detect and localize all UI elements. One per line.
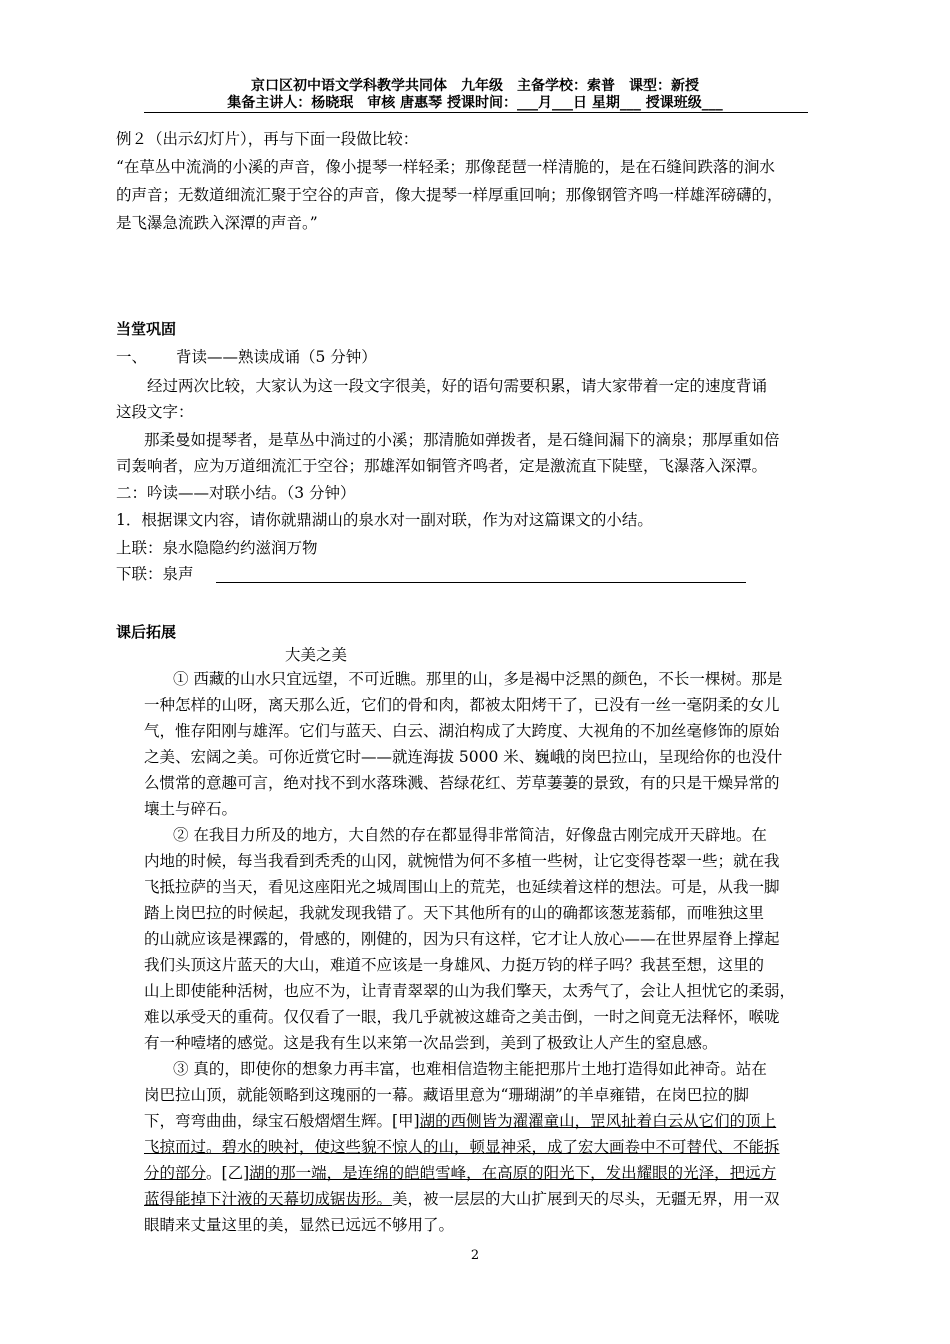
underlined-sentence-jia: 分的部分 [144, 1164, 207, 1182]
underlined-sentence-yi: 湖的那一端，是连绵的皑皑雪峰，在高原的阳光下，发出耀眼的光泽，把远方 [249, 1164, 777, 1182]
plain-text: 美，被一层层的大山扩展到天的尽头，无疆无界，用一双 [392, 1190, 780, 1208]
example-intro: 例２（出示幻灯片），再与下面一段做比较： [116, 130, 419, 148]
article-line: 眼睛来丈量这里的美，显然已远远不够用了。 [144, 1216, 455, 1234]
question-1: 1．根据课文内容，请你就鼎湖山的泉水对一副对联，作为对这篇课文的小结。 [116, 511, 653, 529]
page-number: 2 [470, 1248, 480, 1263]
underlined-sentence-yi: 蓝得能掉下汁液的天幕切成锯齿形。 [144, 1190, 393, 1208]
article-line: ① 西藏的山水只宜远望，不可近瞧。那里的山，多是褐中泛黑的颜色，不长一棵树。那是 [173, 670, 783, 688]
article-line: 的山就应该是裸露的，骨感的，刚健的，因为只有这样，它才让人放心——在世界屋脊上撑起 [144, 930, 780, 948]
paragraph-line: 这段文字： [116, 403, 194, 421]
section-title-extension: 课后拓展 [116, 623, 177, 641]
article-line: 么惯常的意趣可言，绝对找不到水落珠溅、苔绿花红、芳草萋萋的景致，有的只是干燥异常的 [144, 774, 780, 792]
paragraph-line: 经过两次比较，大家认为这一段文字很美，好的语句需要积累，请大家带着一定的速度背诵 [147, 377, 768, 395]
article-line: 岗巴拉山顶，就能领略到这瑰丽的一幕。藏语里意为“珊瑚湖”的羊卓雍错，在岗巴拉的脚 [144, 1086, 749, 1104]
example-quote-line: 是飞瀑急流跌入深潭的声音。” [116, 214, 318, 232]
article-line: 山上即使能种活树，也应不为，让青青翠翠的山为我们擎天，太秀气了，会让人担忧它的柔弱， [144, 982, 796, 1000]
header-rule [144, 112, 808, 113]
plain-text: 。[乙] [206, 1164, 250, 1182]
article-line: 之美、宏阔之美。可你近赏它时——就连海拔 5000 米、巍峨的岗巴拉山，呈现给你的也没什 [144, 748, 783, 766]
example-quote-line: 的声音；无数道细流汇聚于空谷的声音，像大提琴一样厚重回响；那像钢管齐鸣一样雄浑磅礴的， [116, 186, 783, 204]
article-line: 我们头顶这片蓝天的大山，难道不应该是一身雄风、力挺万钧的样子吗？我甚至想，这里的 [144, 956, 765, 974]
section-title-consolidation: 当堂巩固 [116, 320, 177, 338]
article-line: 气，惟存阳刚与雄浑。它们与蓝天、白云、湖泊构成了大跨度、大视角的不加丝毫修饰的原始 [144, 722, 780, 740]
paragraph-line: 司轰响者，应为万道细流汇于空谷；那雄浑如铜管齐鸣者，定是激流直下陡壁，飞瀑落入深潭。 [116, 457, 768, 475]
article-line: 一种怎样的山呀，离天那么近，它们的骨和肉，都被太阳烤干了，已没有一丝一毫阴柔的女儿 [144, 696, 780, 714]
article-line [144, 1135, 844, 1160]
item-2: 二：吟读——对联小结。（3 分钟） [116, 484, 356, 502]
article-line: 难以承受天的重荷。仅仅看了一眼，我几乎就被这雄奇之美击倒，一时之间竟无法释怀，喉咙 [144, 1008, 780, 1026]
article-line: 有一种噎堵的感觉。这是我有生以来第一次品尝到，美到了极致让人产生的窒息感。 [144, 1034, 718, 1052]
article-line: 飞抵拉萨的当天，看见这座阳光之城周围山上的荒芜，也延续着这样的想法。可是，从我一脚 [144, 878, 780, 896]
plain-text: 下，弯弯曲曲，绿宝石般熠熠生辉。[甲] [144, 1112, 420, 1130]
article-line: 内地的时候，每当我看到秃秃的山冈，就惋惜为何不多植一些树，让它变得苍翠一些；就在我 [144, 852, 780, 870]
article-line: 壤土与碎石。 [144, 800, 238, 818]
article-line: ② 在我目力所及的地方，大自然的存在都显得非常简洁，好像盘古刚完成开天辟地。在 [173, 826, 767, 844]
underlined-sentence-jia: 飞掠而过。碧水的映衬，使这些貌不惊人的山，顿显神采，成了宏大画卷中不可替代、不能拆 [144, 1138, 780, 1156]
article-line: 踏上岗巴拉的时候起，我就发现我错了。天下其他所有的山的确都该葱茏蓊郁，而唯独这里 [144, 904, 765, 922]
header-line-1: 京口区初中语文学科教学共同体 九年级 主备学校：索普 课型：新授 [251, 78, 699, 94]
article-line [144, 1161, 844, 1186]
example-quote-line: “在草丛中流淌的小溪的声音，像小提琴一样轻柔；那像琵琶一样清脆的，是在石缝间跌落的涧水 [116, 158, 775, 176]
article-title: 大美之美 [285, 646, 348, 664]
upper-couplet: 上联：泉水隐隐约约滋润万物 [116, 539, 318, 557]
answer-blank-line[interactable] [216, 582, 746, 583]
paragraph-line: 那柔曼如提琴者，是草丛中淌过的小溪；那清脆如弹拨者，是石缝间漏下的滴泉；那厚重如倍 [144, 431, 780, 449]
underlined-sentence-jia: 湖的西侧皆为濯濯童山，罡风扯着白云从它们的顶上 [419, 1112, 777, 1130]
article-line: ③ 真的，即使你的想象力再丰富，也难相信造物主能把那片土地打造得如此神奇。站在 [173, 1060, 767, 1078]
header-line-2: 集备主讲人：杨晓珉 审核 唐惠琴 授课时间：___月___日 星期___ 授课班级___ [227, 95, 723, 111]
article-line [144, 1187, 844, 1212]
lower-couplet-label: 下联：泉声 [116, 565, 194, 583]
item-1-number: 一、 [116, 348, 148, 366]
item-1-text: 背读——熟读成诵（5 分钟） [176, 348, 377, 366]
article-line [144, 1109, 844, 1134]
